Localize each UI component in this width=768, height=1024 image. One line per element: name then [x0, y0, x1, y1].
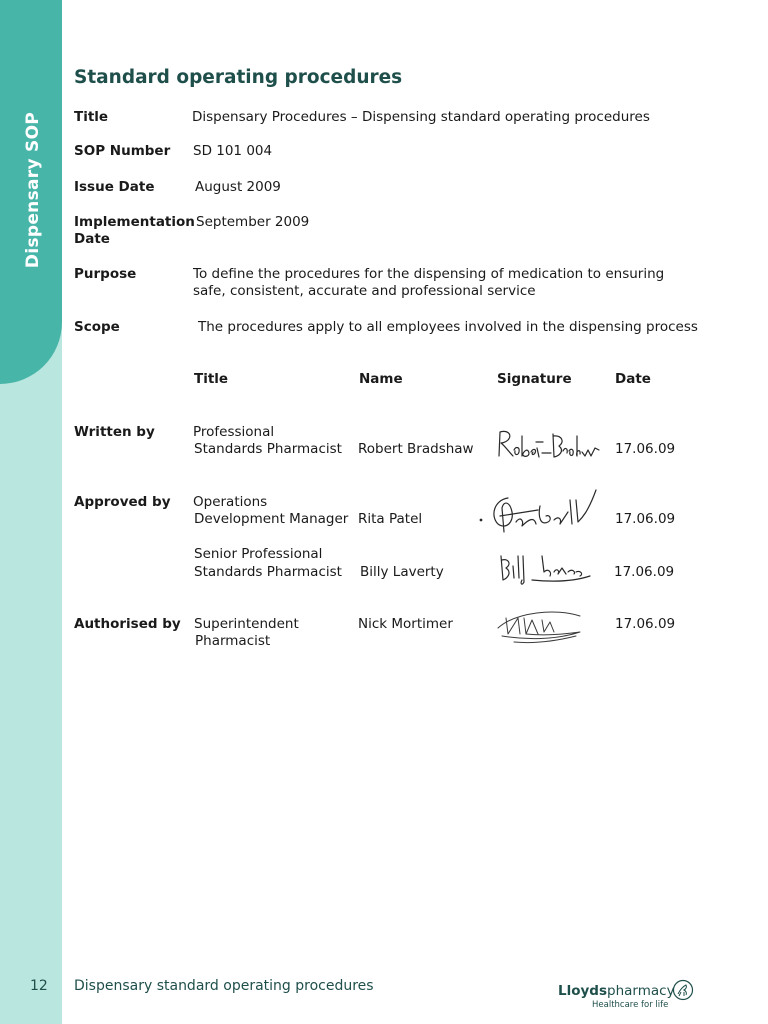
implementation-date-value: September 2009: [196, 214, 310, 230]
purpose-value-line1: To define the procedures for the dispensing of medication to ensuring: [193, 266, 665, 282]
approver2-title-line1: Senior Professional: [194, 546, 323, 562]
lloyds-horse-icon: [672, 979, 694, 1001]
approver2-title-line2: Standards Pharmacist: [194, 564, 342, 580]
signature-billy-laverty: [496, 550, 594, 588]
sidebar-section-label: Dispensary SOP: [23, 111, 43, 269]
title-label: Title: [74, 109, 109, 125]
title-value: Dispensary Procedures – Dispensing standard operating procedures: [192, 109, 650, 125]
written-by-date: 17.06.09: [615, 441, 676, 457]
authorised-by-name: Nick Mortimer: [358, 616, 453, 632]
column-name: Name: [359, 371, 403, 387]
scope-label: Scope: [74, 319, 120, 335]
issue-date-value: August 2009: [195, 179, 281, 195]
approver2-name: Billy Laverty: [360, 564, 444, 580]
column-signature: Signature: [497, 371, 572, 387]
logo-tagline: Healthcare for life: [592, 1000, 669, 1010]
footer-document-title: Dispensary standard operating procedures: [74, 978, 374, 994]
logo-brand-regular: pharmacy: [607, 983, 675, 999]
column-title: Title: [194, 371, 229, 387]
approver2-date: 17.06.09: [614, 564, 675, 580]
lloyds-pharmacy-logo: [556, 978, 696, 1012]
page-number: 12: [30, 978, 48, 994]
column-date: Date: [615, 371, 651, 387]
written-by-name: Robert Bradshaw: [358, 441, 474, 457]
written-by-title-line2: Standards Pharmacist: [194, 441, 342, 457]
scope-value: The procedures apply to all employees involved in the dispensing process: [198, 319, 698, 335]
authorised-by-label: Authorised by: [74, 616, 181, 632]
implementation-date-label-line2: Date: [74, 231, 110, 247]
authorised-by-date: 17.06.09: [615, 616, 676, 632]
issue-date-label: Issue Date: [74, 179, 155, 195]
approved-by-name: Rita Patel: [358, 511, 423, 527]
sop-number-value: SD 101 004: [193, 143, 273, 159]
approved-by-title-line1: Operations: [193, 494, 268, 510]
approved-by-title-line2: Development Manager: [194, 511, 349, 527]
page-heading: Standard operating procedures: [74, 67, 403, 88]
purpose-label: Purpose: [74, 266, 137, 282]
purpose-value-line2: safe, consistent, accurate and professional service: [193, 283, 536, 299]
signature-nick-mortimer: [496, 606, 584, 646]
logo-brand-bold: Lloyds: [558, 983, 608, 999]
sop-number-label: SOP Number: [74, 143, 171, 159]
signature-robert-bradshaw: [495, 426, 603, 462]
authorised-by-title-line1: Superintendent: [194, 616, 299, 632]
written-by-label: Written by: [74, 424, 155, 440]
approved-by-label: Approved by: [74, 494, 171, 510]
written-by-title-line1: Professional: [193, 424, 275, 440]
approved-by-date: 17.06.09: [615, 511, 676, 527]
logo-wordmark: [558, 983, 675, 999]
authorised-by-title-line2: Pharmacist: [195, 633, 271, 649]
signature-rita-patel: [478, 486, 602, 536]
implementation-date-label-line1: Implementation: [74, 214, 195, 230]
